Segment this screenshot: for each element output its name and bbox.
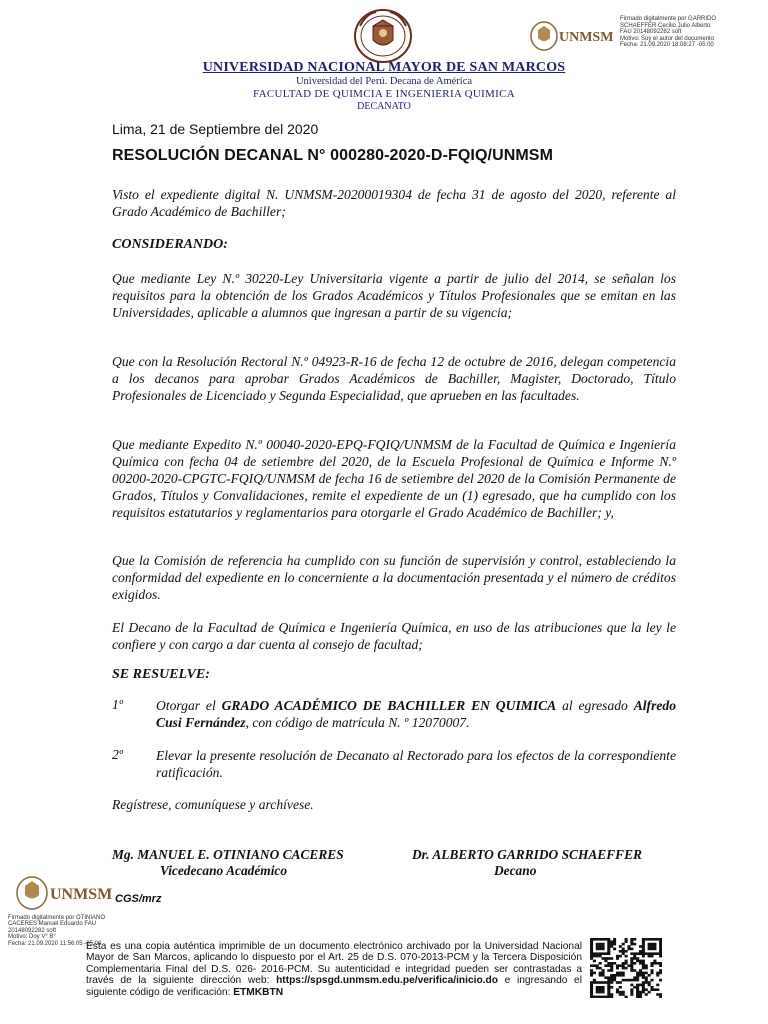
digital-signature-top [620, 16, 768, 49]
signature-line: Motivo: Doy V° B° [8, 934, 56, 941]
article-number: 2º [112, 747, 124, 762]
initials: CGS/mrz [115, 893, 162, 905]
degree-name: GRADO ACADÉMICO DE BACHILLER EN QUIMICA [221, 698, 557, 713]
graduate-name: Alfredo Cusi Fernández [156, 698, 676, 730]
unmsm-logo-icon [12, 872, 116, 914]
signer-name: Dr. ALBERTO GARRIDO SCHAEFFER [412, 847, 642, 862]
visto-paragraph: Visto el expediente digital N. UNMSM-20200019304 de fecha 31 de agosto del 2020, referente al Grado Académico de Bachiller; [112, 187, 676, 219]
signer-name: Mg. MANUEL E. OTINIANO CACERES [112, 847, 344, 862]
article-text-part: Otorgar el [156, 698, 222, 713]
svg-text:UNMSM: UNMSM [559, 30, 614, 45]
article-number: 1º [112, 697, 124, 712]
considerando-paragraph: El Decano de la Facultad de Química e Ingeniería Química, en uso de las atribuciones que la ley le confiere y con cargo a dar cuenta al consejo de facultad; [112, 620, 676, 652]
signature-line: 20148092282 soft [8, 927, 57, 934]
place-date: Lima, 21 de Septiembre del 2020 [112, 121, 319, 137]
considerando-paragraph: Que con la Resolución Rectoral N.º 04923-R-16 de fecha 12 de octubre de 2016, delegan competencia a los decanos para aprobar Grados Académicos de Bachiller, Magister, Doctorado, Título Profesionales de Licenciado y Segunda Especialidad, que aprueben en las facultades. [112, 354, 676, 403]
article-text-part: , con código de matrícula N. º 12070007. [245, 715, 470, 730]
faculty-name: FACULTAD DE QUIMCIA E INGENIERIA QUIMICA [253, 88, 515, 100]
footer-text-part: Esta es una copia auténtica imprimible de un documento electrónico archivado por la Universidad Nacional Mayor de San Marcos, aplicando lo dispuesto por el Art. 25 de D.S. 070-2013-PCM y la Tercera Disposición Complementaria Final del D.S. 026- 2016-PCM. Su autenticidad e integridad pueden ser contrastadas a través de la siguiente dirección web: [86, 941, 582, 987]
considerando-paragraph: Que mediante Ley N.º 30220-Ley Universitaria vigente a partir de julio del 2014, se señalan los requisitos para la obtención de los Grados Académicos y Títulos Profesionales que se emitan en las Universidades, aplicable a alumnos que ingresan a partir de su vigencia; [112, 271, 676, 320]
signature-line: Fecha: 21.09.2020 11:56:05 -05:00 [8, 940, 102, 947]
signer-role: Vicedecano Académico [160, 863, 288, 878]
office-name: DECANATO [357, 101, 411, 112]
signature-line: Firmado digitalmente por GARRIDO [620, 16, 717, 22]
article-text [156, 697, 676, 731]
article-text: Elevar la presente resolución de Decanato al Rectorado para los efectos de la correspondiente ratificación. [156, 748, 676, 780]
verification-link[interactable]: https://spsgd.unmsm.edu.pe/verifica/inicio.do [276, 975, 498, 987]
qr-code-icon [590, 938, 662, 998]
considerando-paragraph: Que la Comisión de referencia ha cumplido con su función de supervisión y control, estableciendo la conformidad del expediente en lo concerniente a la documentación presentada y el número de créditos exigidos. [112, 553, 676, 602]
verification-footer [86, 941, 582, 998]
signature-line: SCHAEFFER Cecilio Julio Alberto [620, 22, 711, 29]
considerando-paragraph: Que mediante Expedito N.º 00040-2020-EPQ-FQIQ/UNMSM de la Facultad de Química e Ingeniería Química con fecha 04 de setiembre del 2020, de la Escuela Profesional de Química e Informe N.º 00200-2020-CPGTC-FQIQ/UNMSM de fecha 16 de setiembre del 2020 de la Comisión Permanente de Grados, Títulos y Convalidaciones, remite el expediente de un (1) egresado, que ha cumplido con los requisitos estatutarios y reglamentarios para otorgarle el Grado Académico de Bachiller; y, [112, 437, 676, 520]
university-subtitle: Universidad del Perú. Decana de América [295, 76, 473, 87]
unmsm-logo-icon [528, 16, 614, 56]
signer-role: Decano [494, 863, 537, 878]
signature-line: Motivo: Soy el autor del documento [620, 35, 715, 42]
considerando-heading: CONSIDERANDO: [112, 237, 228, 252]
resolution-title: RESOLUCIÓN DECANAL N° 000280-2020-D-FQIQ/UNMSM [112, 147, 554, 164]
signature-line: Fecha: 21.09.2020 18:08:27 -05:00 [620, 42, 714, 49]
article-text-part: al egresado [556, 698, 634, 713]
signature-line: FAU 20148092282 soft [620, 29, 682, 36]
closing-formula: Regístrese, comuníquese y archívese. [112, 797, 314, 812]
signature-line: CACERES Manuel Eduardo FAU [8, 921, 97, 928]
resuelve-heading: SE RESUELVE: [112, 667, 210, 682]
signature-line: Firmado digitalmente por OTINIANO [8, 915, 106, 921]
university-name: UNIVERSIDAD NACIONAL MAYOR DE SAN MARCOS [202, 60, 566, 75]
svg-text:UNMSM: UNMSM [50, 886, 113, 903]
verification-code: ETMKBTN [233, 986, 284, 998]
footer-text-part: e ingresando el siguiente código de verificación: [86, 975, 582, 998]
university-seal-icon [352, 6, 414, 64]
